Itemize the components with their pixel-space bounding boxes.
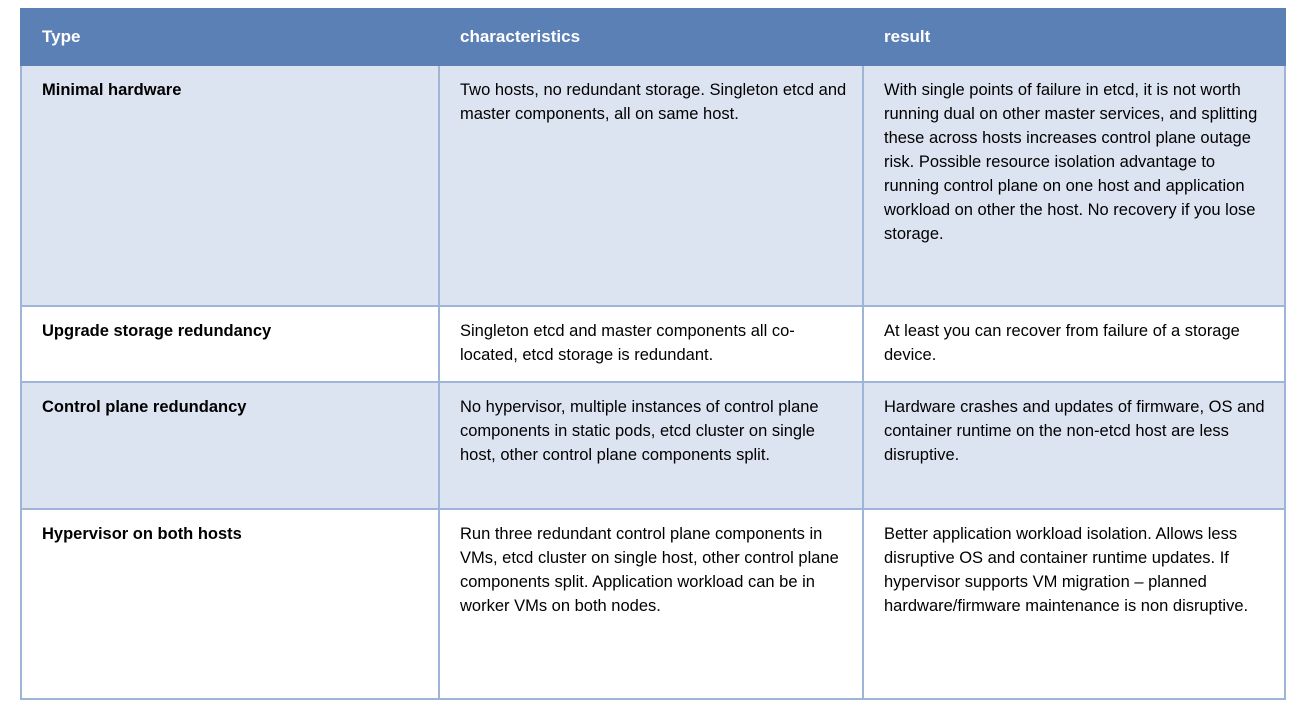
row-result-cell: With single points of failure in etcd, it is not worth running dual on other master services, and splitting these across hosts increases control plane outage risk. Possible resource isolation advantage to running control plane on one host and application workload on other the host. No recovery if you lose storage. [863, 65, 1285, 306]
table-header [21, 9, 1285, 65]
row-type-cell: Upgrade storage redundancy [21, 306, 439, 382]
row-characteristics-cell: No hypervisor, multiple instances of control plane components in static pods, etcd cluster on single host, other control plane components split. [439, 382, 863, 509]
row-type-cell: Control plane redundancy [21, 382, 439, 509]
row-type-cell: Minimal hardware [21, 65, 439, 306]
column-header-type: Type [21, 9, 439, 65]
column-header-characteristics: characteristics [439, 9, 863, 65]
deployment-options-table [20, 8, 1286, 700]
row-characteristics-cell: Singleton etcd and master components all co-located, etcd storage is redundant. [439, 306, 863, 382]
table-row [21, 65, 1285, 306]
row-result-cell: Better application workload isolation. Allows less disruptive OS and container runtime updates. If hypervisor supports VM migration – planned hardware/firmware maintenance is non disruptive. [863, 509, 1285, 699]
table-row [21, 382, 1285, 509]
header-row [21, 9, 1285, 65]
row-result-cell: At least you can recover from failure of a storage device. [863, 306, 1285, 382]
row-characteristics-cell: Two hosts, no redundant storage. Singleton etcd and master components, all on same host. [439, 65, 863, 306]
table-row [21, 509, 1285, 699]
row-type-cell: Hypervisor on both hosts [21, 509, 439, 699]
table-row [21, 306, 1285, 382]
row-result-cell: Hardware crashes and updates of firmware, OS and container runtime on the non-etcd host are less disruptive. [863, 382, 1285, 509]
column-header-result: result [863, 9, 1285, 65]
table-body [21, 65, 1285, 699]
row-characteristics-cell: Run three redundant control plane components in VMs, etcd cluster on single host, other control plane components split. Application workload can be in worker VMs on both nodes. [439, 509, 863, 699]
